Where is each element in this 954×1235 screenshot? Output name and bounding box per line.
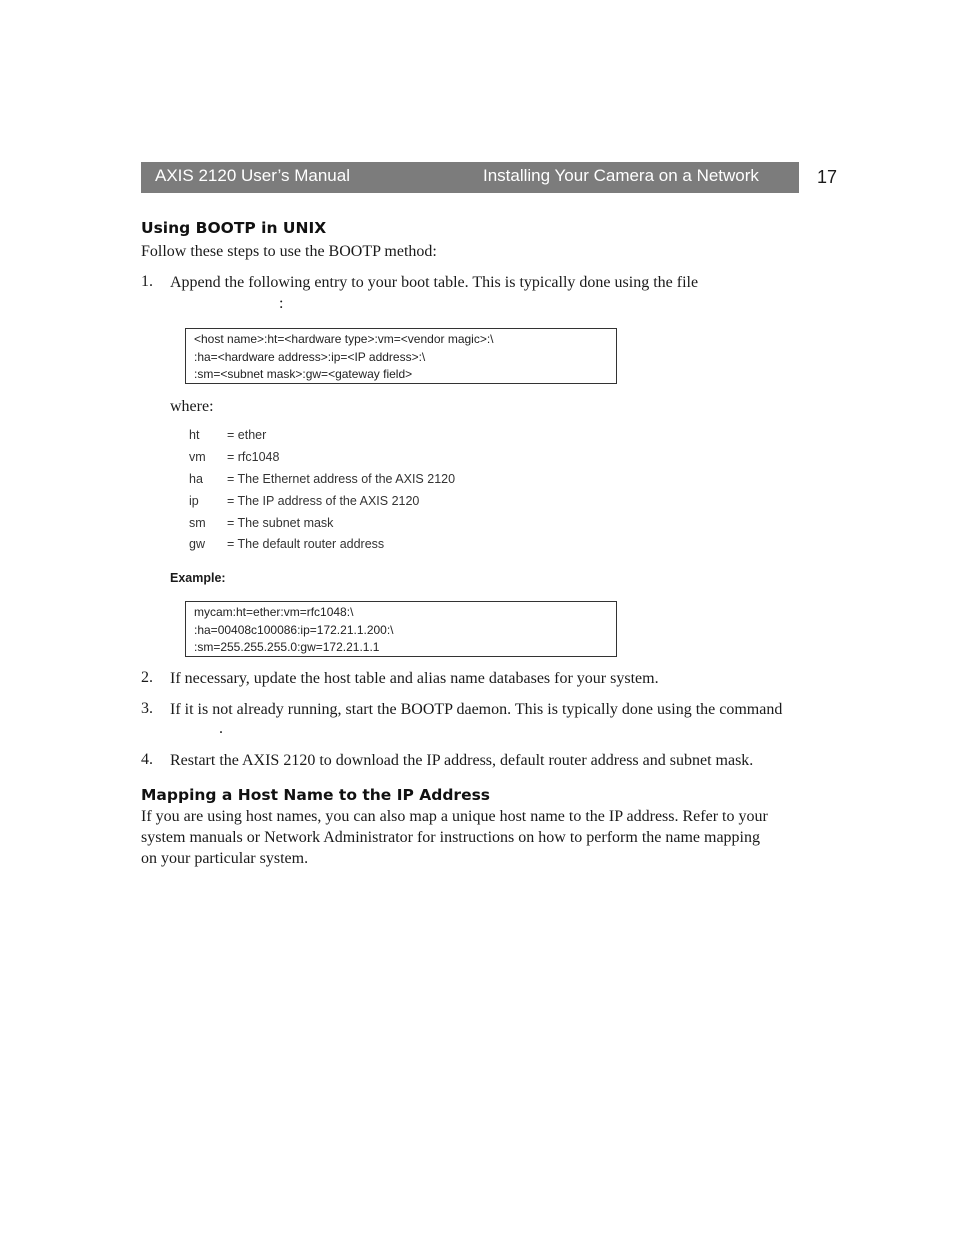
manual-title: AXIS 2120 User’s Manual bbox=[155, 166, 350, 185]
definition-key: ha bbox=[189, 472, 203, 486]
definition-value: = rfc1048 bbox=[227, 450, 280, 464]
intro-paragraph: Follow these steps to use the BOOTP method: bbox=[141, 243, 437, 260]
step-1-number: 1. bbox=[141, 273, 153, 290]
example-line: mycam:ht=ether:vm=rfc1048:\ bbox=[194, 605, 354, 619]
step-2-number: 2. bbox=[141, 669, 153, 686]
example-line: :sm=255.255.255.0:gw=172.21.1.1 bbox=[194, 640, 380, 654]
definition-key: vm bbox=[189, 450, 206, 464]
definition-key: ip bbox=[189, 494, 199, 508]
definition-key: ht bbox=[189, 428, 200, 442]
step-2-text: If necessary, update the host table and alias name databases for your system. bbox=[170, 670, 659, 687]
step-1-trailing-colon: : bbox=[279, 295, 284, 312]
definition-value: = The subnet mask bbox=[227, 516, 334, 530]
definition-value: = ether bbox=[227, 428, 267, 442]
example-line: :ha=00408c100086:ip=172.21.1.200:\ bbox=[194, 622, 394, 637]
entry-line: :sm=<subnet mask>:gw=<gateway field> bbox=[194, 367, 413, 381]
definition-value: = The Ethernet address of the AXIS 2120 bbox=[227, 472, 456, 486]
host-mapping-line: If you are using host names, you can also map a unique host name to the IP address. Refer to your bbox=[141, 808, 768, 825]
section-heading-bootp: Using BOOTP in UNIX bbox=[141, 219, 327, 237]
example-entry-box bbox=[185, 601, 617, 657]
page-number: 17 bbox=[817, 167, 838, 187]
host-mapping-line: on your particular system. bbox=[141, 850, 309, 867]
step-1-text: Append the following entry to your boot table. This is typically done using the file bbox=[170, 274, 699, 291]
definition-key: gw bbox=[189, 537, 205, 551]
step-4-text: Restart the AXIS 2120 to download the IP address, default router address and subnet mask. bbox=[170, 752, 754, 769]
step-3-text: If it is not already running, start the BOOTP daemon. This is typically done using the command bbox=[170, 701, 783, 718]
entry-line: :ha=<hardware address>:ip=<IP address>:\ bbox=[194, 349, 426, 364]
chapter-title: Installing Your Camera on a Network bbox=[483, 166, 759, 185]
step-3-number: 3. bbox=[141, 700, 153, 717]
entry-line: <host name>:ht=<hardware type>:vm=<vendor magic>:\ bbox=[194, 332, 494, 346]
step-3-trailing-period: . bbox=[219, 720, 223, 737]
definition-value: = The IP address of the AXIS 2120 bbox=[227, 494, 420, 508]
example-label: Example: bbox=[170, 571, 226, 585]
step-4-number: 4. bbox=[141, 751, 153, 768]
section-heading-host-mapping: Mapping a Host Name to the IP Address bbox=[141, 786, 491, 804]
where-label: where: bbox=[170, 398, 214, 415]
running-header bbox=[141, 162, 799, 193]
boot-table-entry-box bbox=[185, 328, 617, 384]
definition-value: = The default router address bbox=[227, 537, 385, 551]
host-mapping-line: system manuals or Network Administrator for instructions on how to perform the name mapping bbox=[141, 829, 760, 846]
definition-key: sm bbox=[189, 516, 206, 530]
